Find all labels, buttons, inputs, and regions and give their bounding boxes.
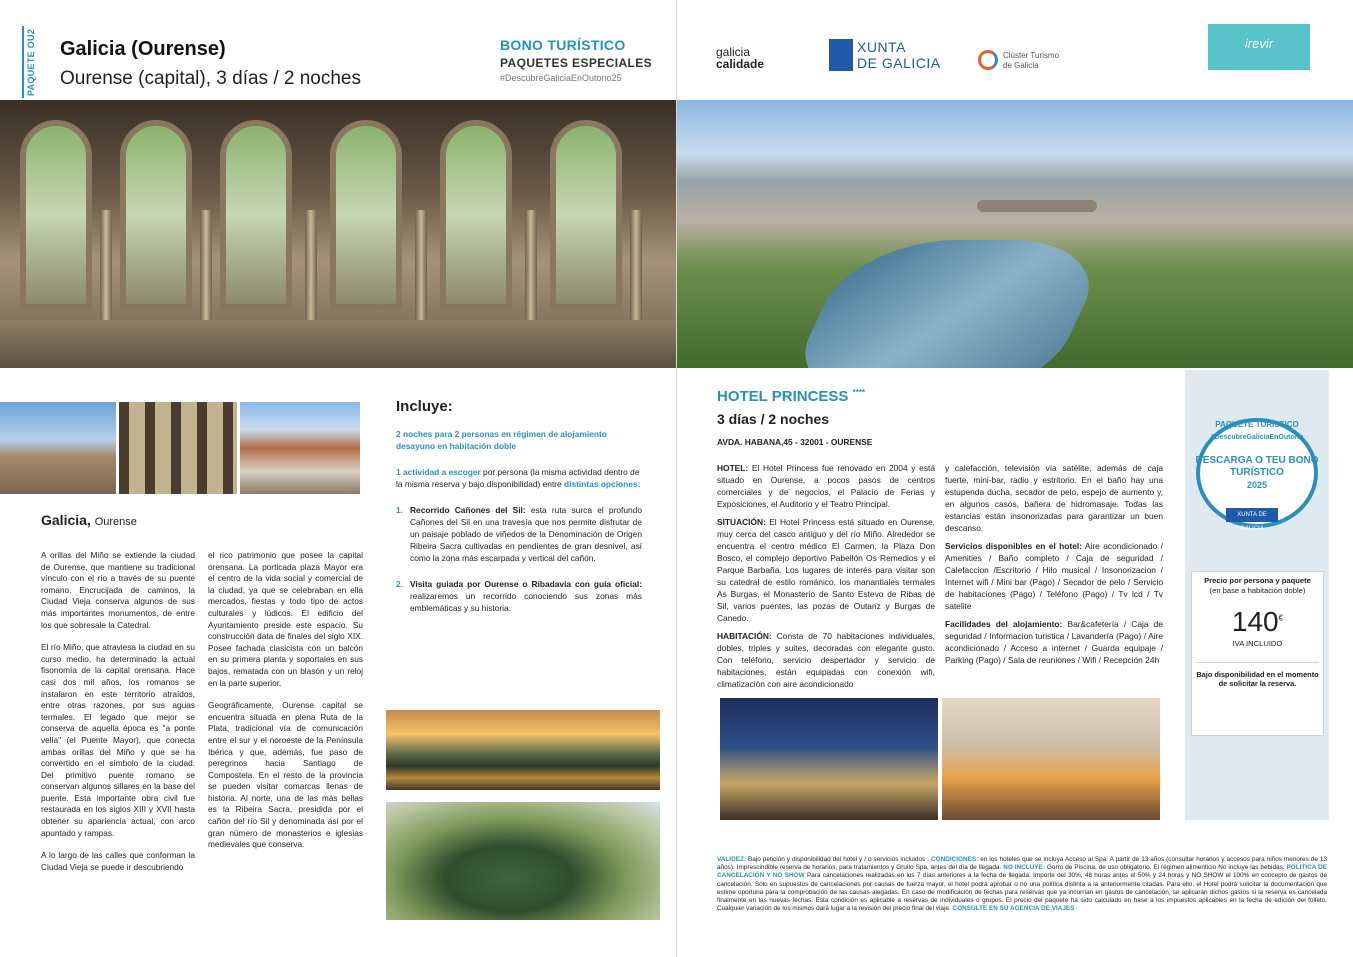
hotel-exterior-photo [720,698,938,820]
paragraph: el rico patrimonio que posee la capital orensana. La porticada plaza Mayor era el centro de la vida social y comercial de la ciudad, ya que se celebraban en ella mercados, fiestas y todo tipo de actos culturales y lúdicos. El edificio del Ayuntamiento preside este espacio. Su construcción data de finales del siglo XIX. Posee fachada clasicista con un balcón en su primera planta y soportales en sus bajos, rematada con un blasón y un reloj en la parte superior. [208,550,363,688]
bono-hashtag: #DescubreGaliciaEnOutono25 [500,73,622,83]
price-divider [1196,662,1319,663]
paragraph: A orillas del Miño se extiende la ciudad de Ourense, que mantiene su tradicional vínculo con el río a través de su puente romano. Encrucijada de caminos, la Ciudad Vieja conserva algunos de sus más importantes monumentos, de entre los que sobresale la Catedral. [41,550,195,630]
package-code: PAQUETE OU2 [26,28,36,96]
river-city-photo [677,100,1353,368]
include-nights: 2 noches para 2 personas en régimen de alojamiento desayuno en habitación doble [396,429,607,451]
cloister-thumbnail [119,402,237,494]
xunta-logo-text: XUNTA DE GALICIA [857,39,941,71]
hotel-address: AVDA. HABANA,45 - 32001 - OURENSE [717,437,873,447]
description-column-1 [41,550,195,884]
fine-print: VALIDEZ: Bajo petición y disponibilidad del hotel y / o servicios incluidos . CONDICIONES: en los hoteles que se incluya Acceso al Spa: A partir de 13 años (consultar horarios y accesos para niños menores de 13 años). Imprescindible reserva de horarios, para tratamientos y Gruito Spa, antes del día de llegada. NO INCLUYE: Gorro de Piscina, de uso obligatorio. El régimen alimenticio No incluye las bebidas. POLITICA DE CANCELACIÓN Y NO SHOW Para cancelaciones realizadas en los 7 días anteriores a la fecha de llegada: Importe del 30%, 48 horas antes el 50% y 24 horas y NO SHOW el 100% en concepto de gastos de cancelación. Sólo en supuestos de cancelaciones por causas de fuerza mayor, el hotel podrá aprobar o no una política distinta a la anteriormente citadas. Para ello, el Hotel podrá solicitar la documentación que estime oportuna para la comprobación de las causas alegadas. En caso de modificación de fechas para reservas que ya incurrían en gastos de cancelación, se aplicarán dichos gastos si la reserva es cancelada finalmente en las nuevas fechas. Esta condición es aplicable a reservas de individuales o grupos. El precio del paquete ha sido calculado en base a los impuestos aplicables en la fecha de edición del folleto. Cualquier variación de los mismos dará lugar a la revisión del precio final del viaje. CONSULTE EN SU AGENCIA DE VIAJES [717,856,1327,913]
paragraph: El río Miño, que atraviesa la ciudad en su curso medio, ha determinado la actual fisonomía de la capital orensana. Hace casi dos mil años, los romanos se instalaron en este territorio atraídos, entre otras razones, por sus aguas termales. El legado que mejor se conserva de aquella época es "a ponte vella" (el Puente Mayor), que conecta ambas orillas del Miño y que se ha convertido en el símbolo de la ciudad. Del primitivo puente romano se conservan algunos sillares en la base del puente. Esta importante obra civil fue restaurada en los siglos XIII y XVII hasta obtener su apariencia actual, con arco apuntado y rampas. [41,642,195,838]
includes-heading: Incluye: [396,398,453,415]
price-sublabel: (en base a habitación doble) [1209,586,1306,595]
page-subtitle: Ourense (capital), 3 días / 2 noches [60,68,361,89]
badge-hashtag: #DescubreGaliciaEnOutono [1210,434,1304,441]
price-iva: IVA INCLUIDO [1232,639,1283,648]
paragraph: A lo largo de las calles que conforman la Ciudad Vieja se puede ir descubriendo [41,850,195,872]
irevir-logo: irevir [1208,24,1310,70]
cluster-turismo-icon [978,50,998,70]
bono-subtitle: PAQUETES ESPECIALES [500,56,653,70]
hotel-name: HOTEL PRINCESS **** [717,388,866,405]
hotel-stars: **** [852,388,866,397]
availability-note: Bajo disponibilidad en el momento de solicitar la reserva. [1196,670,1319,688]
sil-canyon-photo [386,802,660,920]
cathedral-thumbnail [0,402,116,494]
city-rooftops-thumbnail [240,402,360,494]
xunta-shield-icon [829,39,853,71]
package-code-tab [22,26,42,98]
badge-body: DESCARGA O TEU BONO TURÍSTICO 2025 [1195,455,1319,490]
hotel-room-photo [942,698,1160,820]
description-column-2 [208,550,363,862]
hotel-duration: 3 días / 2 noches [717,411,830,427]
galicia-heading: Galicia, Ourense [41,512,137,528]
paragraph: Geográficamente, Ourense capital se encuentra situada en plena Ruta de la Plata, tradicional vía de comunicación entre el sur y el noroeste de la Península Ibérica y que, además, fue paso de peregrinos hacia Santiago de Compostela. En el resto de la provincia se pueden visitar comarcas llenas de historia. Al norte, una de las más bellas es la Ribeira Sacra, presidida por el cañón del río Sil y denominada así por el gran número de monasterios e iglesias medievales que conserva. [208,700,363,850]
badge-title: PAQUETE TURÍSTICO [1215,420,1299,429]
includes-list [396,428,642,628]
bono-header [500,37,652,83]
hotel-column-2: y calefacción, televisión vía satélite, además de caja fuerte, mini-bar, radio y estritorio. En el baño hay una estupenda ducha, secador de pelo, espejo de aumento y, en algunos casos, bañera de hidromasaje. Todas las estancias están insonorizadas para garantizar un buen descanso. Servicios disponibles en el hotel: Aire acondicionado / Amenities / Baño completo / Caja de seguridad / Calefaccion /Escritorio / Hilo musical / Insonorizacion / Internet wifi / Mini bar (Pago) / Secador de pelo / Servicio de habitaciones (Pago) / Teléfono (Pago) / Tv lcd / Tv satelite Facilidades del alojamiento: Bar&cafetería / Caja de seguridad / Informacion turistica / Lavandería (Pago) / Aire acondicionado / Acceso a internet / Guarda equipaje / Parking (Pago) / Sala de reuniones / Wifi / Recepción 24h [945,463,1163,665]
activity-option-1: 1. Recorrido Cañones del Sil: esta ruta surca el profundo Cañones del Sil en una travesía que nos permite disfrutar de un paisaje poblado de viñedos de la Denominación de Origen Ribeira Sacra cultivadas en pendientes de gran desnivel, así como la zona más escarpada y vertical del cañón. [396,505,642,563]
galicia-calidade-logo: galicia calidade [716,45,765,71]
price-label: Precio por persona y paquete [1204,576,1311,585]
cloister-photo [0,100,676,368]
price-box [1191,571,1324,736]
cluster-turismo-logo-text: Clúster Turismo de Galicia [1003,51,1060,70]
bono-title: BONO TURÍSTICO [500,37,626,53]
badge-xunta: XUNTA DE GALICIA [1226,508,1278,522]
page-title: Galicia (Ourense) [60,38,226,60]
price-amount: 140€ [1231,606,1284,637]
include-activity: 1 actividad a escoger por persona (la misma actividad dentro de la misma reserva y bajo disponibilidad) entre distintas opciones: [396,467,641,489]
sunset-bridge-photo [386,710,660,790]
hotel-column-1: HOTEL: El Hotel Princess fue renovado en 2004 y está situado en Ourense, a pocos pasos de centros comerciales y de negocios, el Palacio de Ferias y Exposiciones, el Auditorio y el Teatro Principal. SITUACIÓN: El Hotel Princess está situado en Ourense, muy cerca del casco antiguo y del río Miño. Alrededor se encuentra el centro médico El Carmen, la Plaza Don Bosco, el complejo deportivo Pabellón Os Remedios y el Parque Barbaña. Los lugares de interés para visitar son su catedral de estilo románico, los manantiales termales As Burgas, el Monasterio de Santo Estevo de Ribas de Sil, varios puentes, las pozas de Outariz y Burgas de Canedo. HABITACIÓN: Consta de 70 habitaciones individuales, dobles, triples y suites, decoradas con elegante gusto. Con teléfono, servicio despertador y servicio de habitaciones, están equipadas con conexión wifi, climatización con aire acondicionado [717,463,935,689]
activity-option-2: 2. Visita guiada por Ourense o Ribadavia con guía oficial: realizaremos un recorrido conociendo sus zonas más emblemáticas y su historia. [396,579,642,613]
